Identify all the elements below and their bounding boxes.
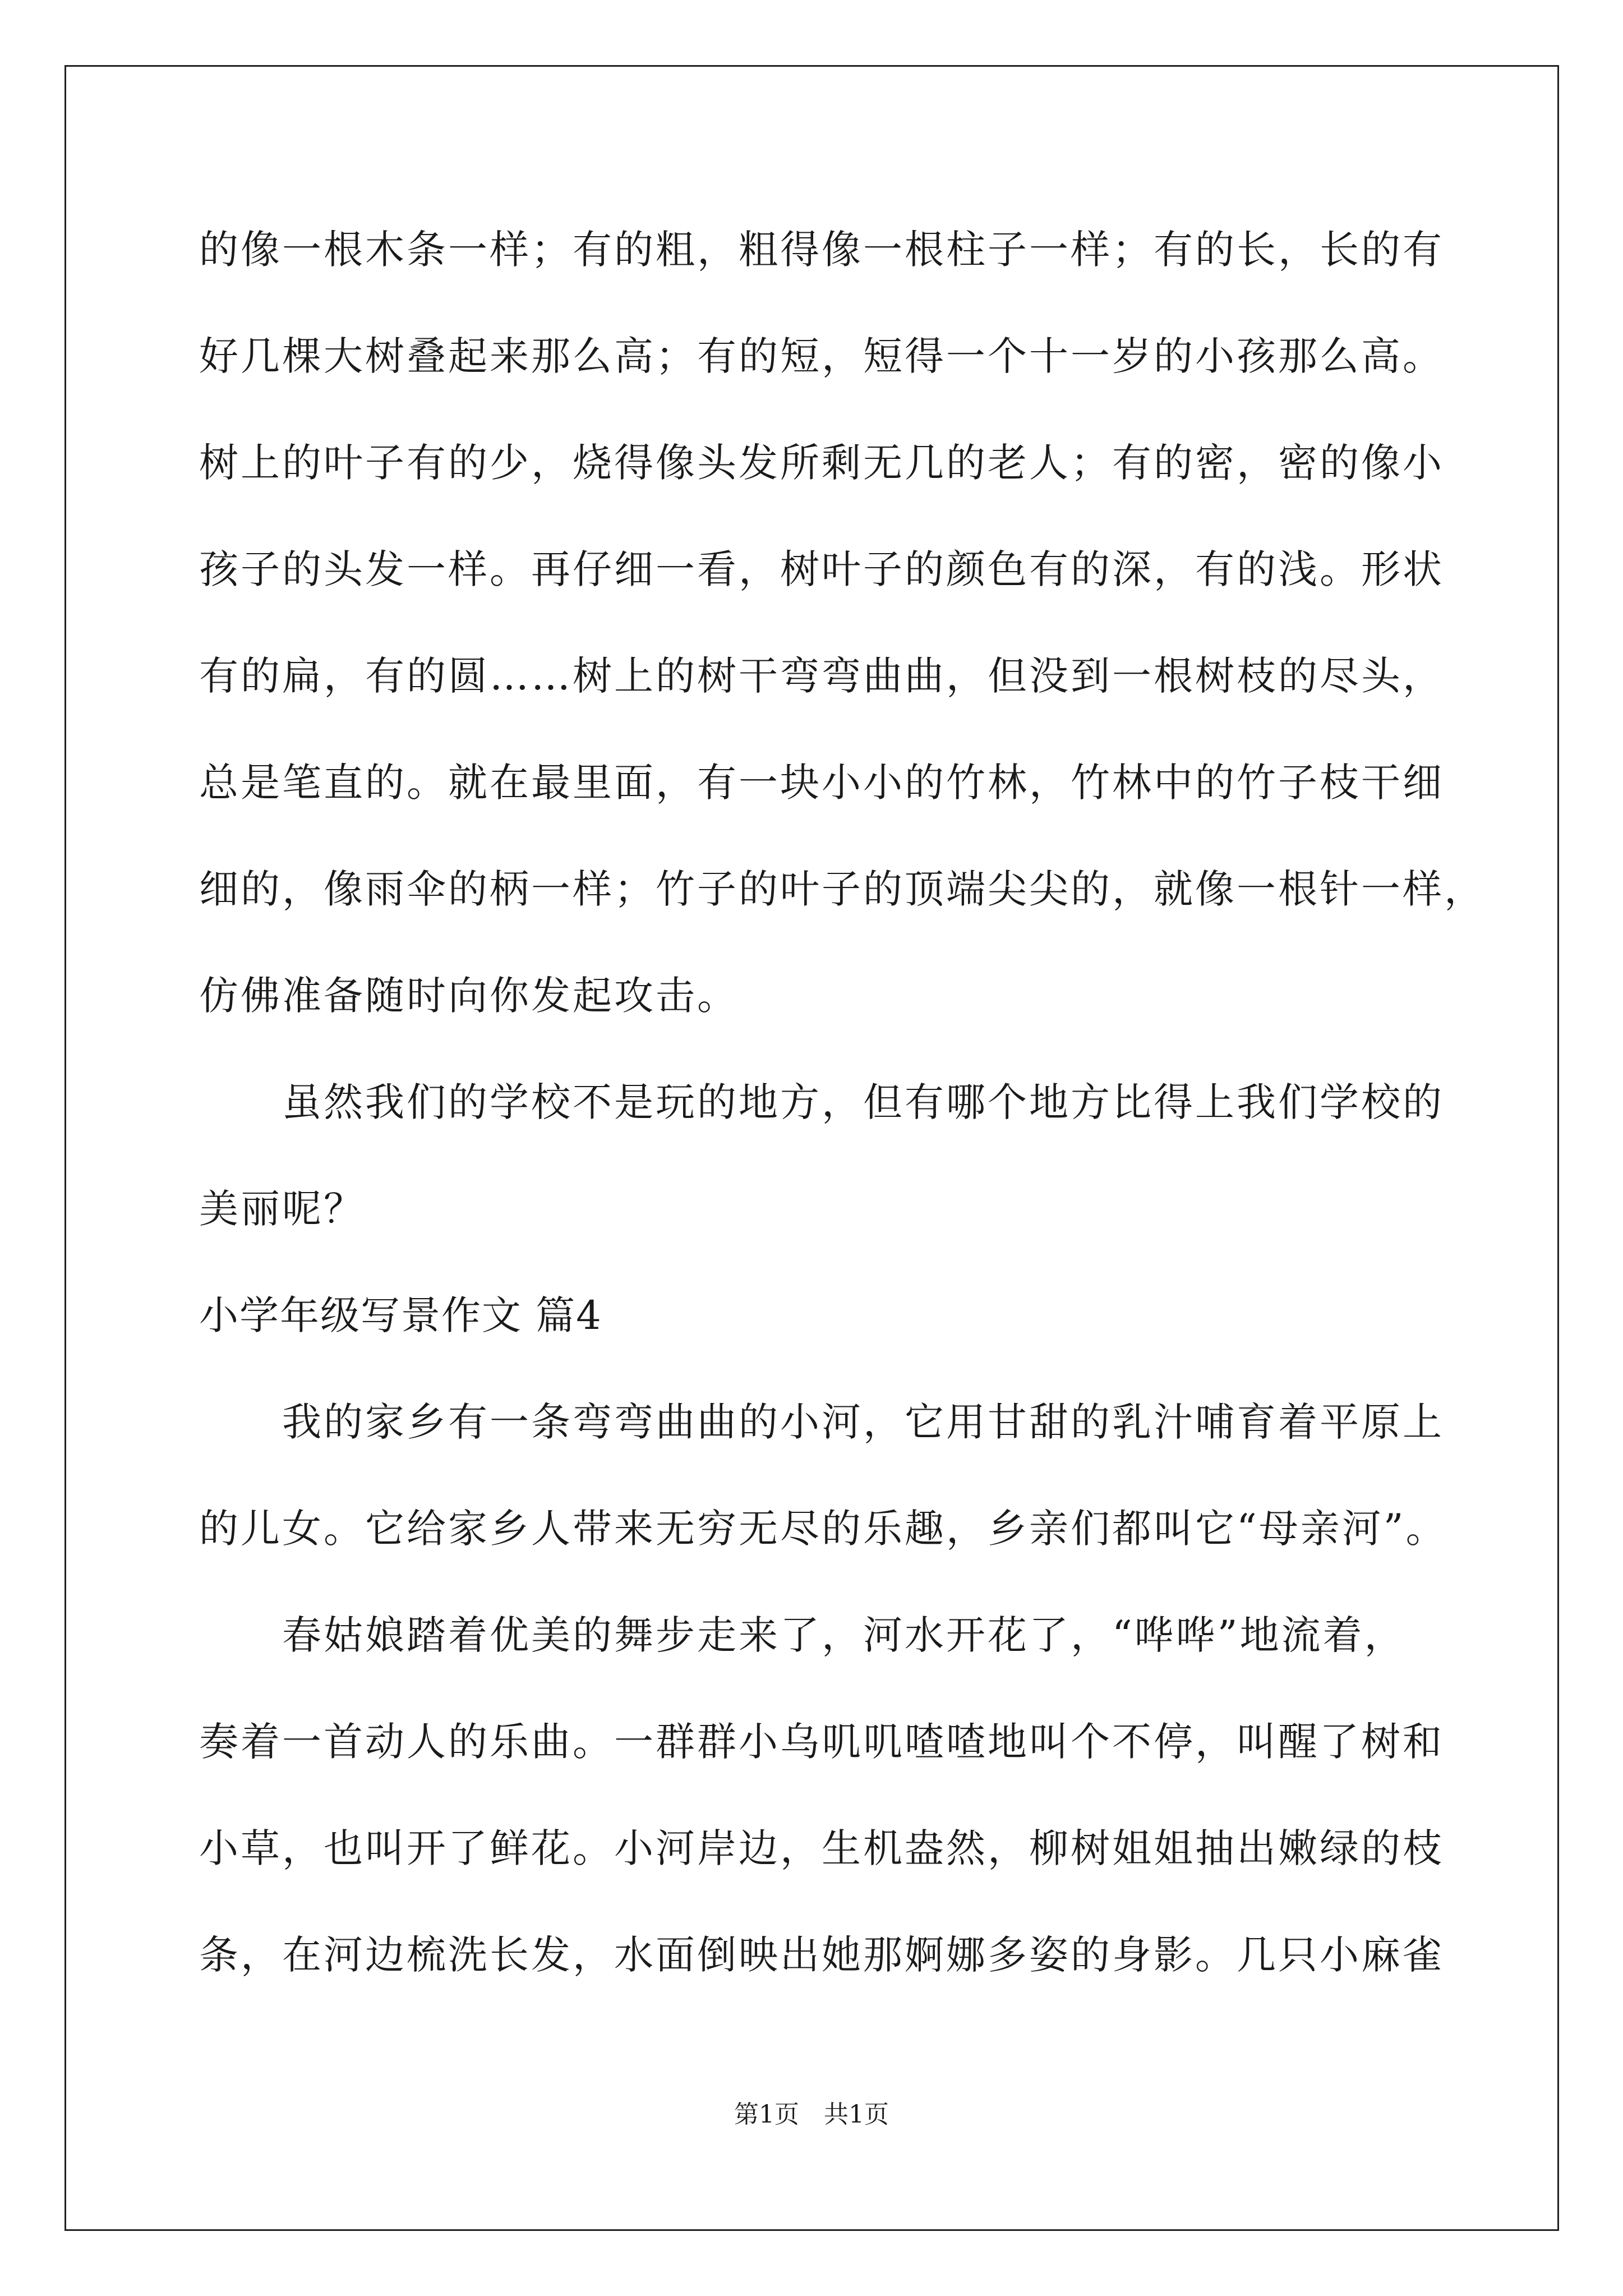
text-line: 春姑娘踏着优美的舞步走来了，河水开花了，“哗哗”地流着，	[199, 1612, 1406, 1658]
text-line: 条，在河边梳洗长发，水面倒映出她那婀娜多姿的身影。几只小麻雀	[199, 1932, 1444, 1978]
text-line: 孩子的头发一样。再仔细一看，树叶子的颜色有的深，有的浅。形状	[199, 546, 1444, 592]
text-line: 总是笔直的。就在最里面，有一块小小的竹林，竹林中的竹子枝干细	[199, 760, 1444, 806]
text-line: 仿佛准备随时向你发起攻击。	[199, 973, 739, 1019]
text-line: 的儿女。它给家乡人带来无穷无尽的乐趣，乡亲们都叫它“母亲河”。	[199, 1506, 1447, 1552]
text-line: 树上的叶子有的少，烧得像头发所剩无几的老人；有的密，密的像小	[199, 440, 1444, 486]
text-line: 奏着一首动人的乐曲。一群群小乌叽叽喳喳地叫个不停，叫醒了树和	[199, 1719, 1444, 1765]
text-line: 细的，像雨伞的柄一样；竹子的叶子的顶端尖尖的，就像一根针一样，	[199, 866, 1486, 912]
text-line: 虽然我们的学校不是玩的地方，但有哪个地方比得上我们学校的	[199, 1079, 1444, 1125]
page-number-footer: 第1页 共1页	[734, 2100, 889, 2129]
text-line: 有的扁，有的圆……树上的树干弯弯曲曲，但没到一根树枝的尽头，	[199, 653, 1444, 699]
text-line: 美丽呢？	[199, 1186, 365, 1232]
text-line: 小草，也叫开了鲜花。小河岸边，生机盎然，柳树姐姐抽出嫩绿的枝	[199, 1825, 1444, 1871]
document-body	[199, 208, 1486, 2019]
text-line: 好几棵大树叠起来那么高；有的短，短得一个十一岁的小孩那么高。	[199, 333, 1444, 379]
text-line: 我的家乡有一条弯弯曲曲的小河，它用甘甜的乳汁哺育着平原上	[199, 1399, 1444, 1445]
text-line: 的像一根木条一样；有的粗，粗得像一根柱子一样；有的长，长的有	[199, 227, 1444, 273]
section-heading: 小学年级写景作文 篇4	[199, 1292, 602, 1338]
